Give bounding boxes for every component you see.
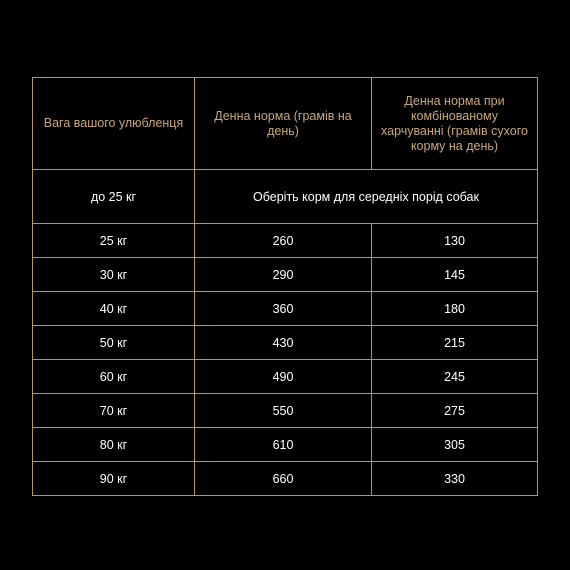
- cell-weight: 70 кг: [33, 394, 195, 428]
- cell-daily: 490: [195, 360, 372, 394]
- table-row: [33, 394, 538, 428]
- cell-combined: 275: [372, 394, 538, 428]
- cell-daily: 260: [195, 224, 372, 258]
- cell-combined: 215: [372, 326, 538, 360]
- table-row: [33, 462, 538, 496]
- cell-weight: 60 кг: [33, 360, 195, 394]
- header-weight: Вага вашого улюбленця: [33, 78, 195, 170]
- feeding-table: [32, 77, 538, 496]
- table-row: [33, 326, 538, 360]
- table-row: [33, 360, 538, 394]
- cell-daily: 430: [195, 326, 372, 360]
- cell-daily: 550: [195, 394, 372, 428]
- cell-daily: 290: [195, 258, 372, 292]
- cell-combined: 245: [372, 360, 538, 394]
- cell-weight: 90 кг: [33, 462, 195, 496]
- note-row: [33, 170, 538, 224]
- cell-weight: 80 кг: [33, 428, 195, 462]
- header-combined-norm: Денна норма при комбінованому харчуванні (грамів сухого корму на день): [372, 78, 538, 170]
- table-row: [33, 258, 538, 292]
- cell-combined: 305: [372, 428, 538, 462]
- cell-combined: 145: [372, 258, 538, 292]
- table-row: [33, 428, 538, 462]
- note-row-text: Оберіть корм для середніх порід собак: [195, 170, 538, 224]
- table-row: [33, 224, 538, 258]
- cell-weight: 30 кг: [33, 258, 195, 292]
- cell-combined: 130: [372, 224, 538, 258]
- cell-daily: 660: [195, 462, 372, 496]
- cell-combined: 330: [372, 462, 538, 496]
- header-row: [33, 78, 538, 170]
- cell-combined: 180: [372, 292, 538, 326]
- cell-weight: 50 кг: [33, 326, 195, 360]
- header-daily-norm: Денна норма (грамів на день): [195, 78, 372, 170]
- note-row-weight: до 25 кг: [33, 170, 195, 224]
- table-row: [33, 292, 538, 326]
- cell-daily: 610: [195, 428, 372, 462]
- cell-weight: 25 кг: [33, 224, 195, 258]
- cell-weight: 40 кг: [33, 292, 195, 326]
- cell-daily: 360: [195, 292, 372, 326]
